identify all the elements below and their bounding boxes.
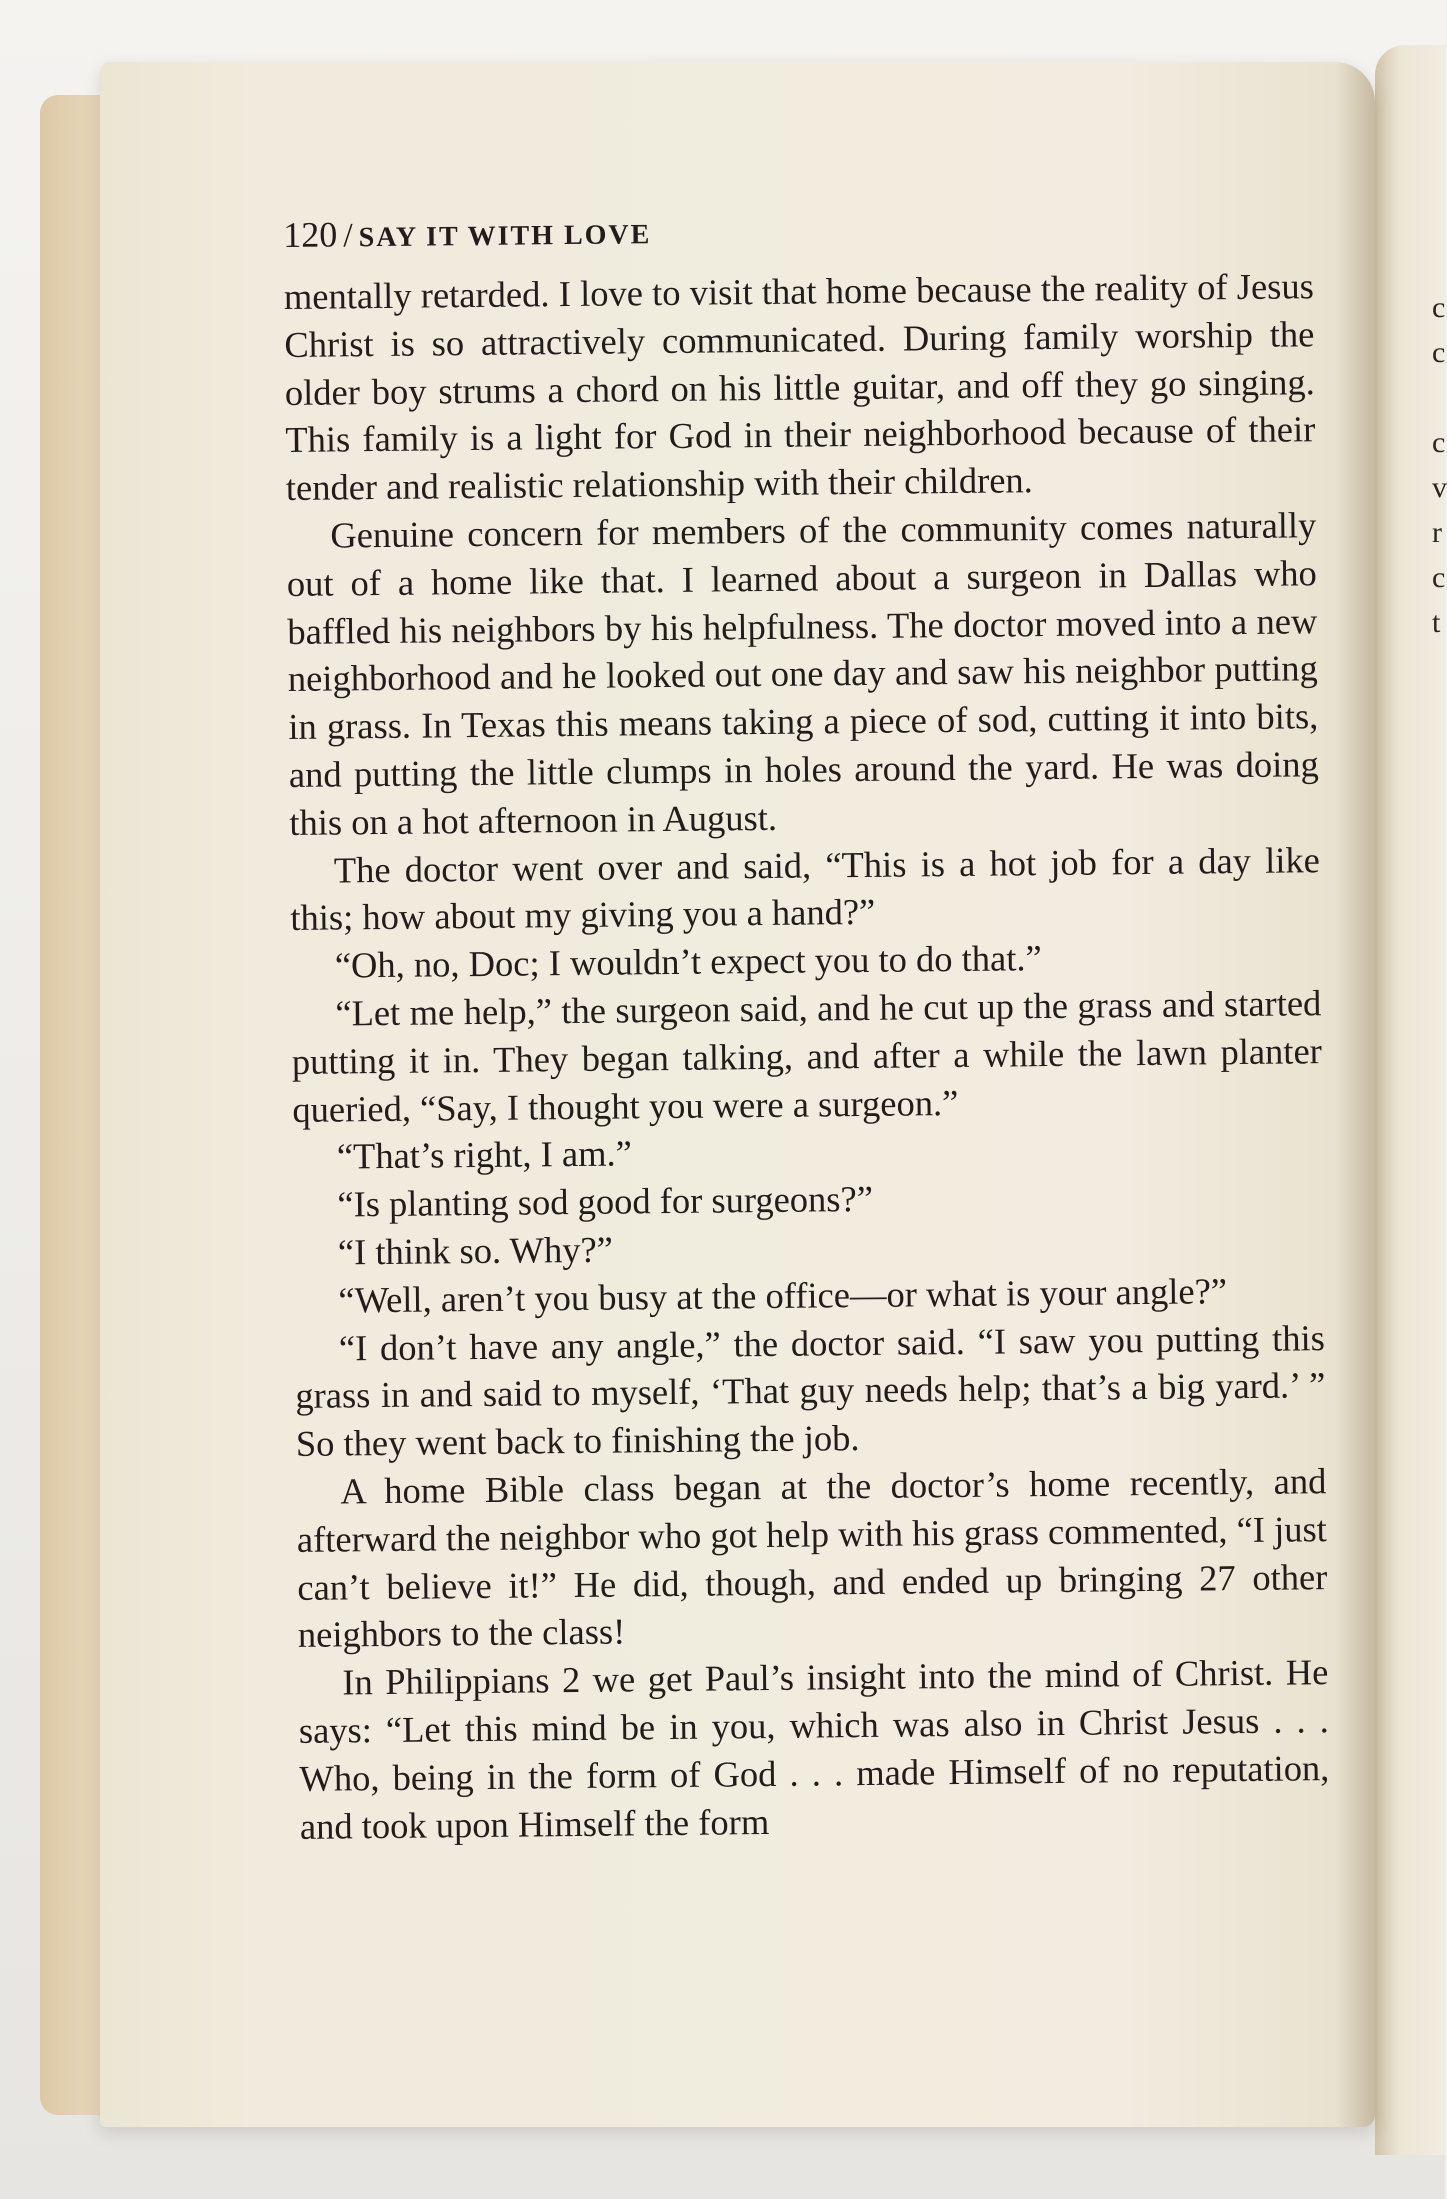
paragraph: mentally retarded. I love to visit that home because the reality of Jesus Christ is so attractively communicated. During family worship the older boy strums a chord on his little guitar, and off they go singing. This family is a light for God in their neighborhood because of their tender and realistic relationship with their children. (283, 265, 1316, 509)
facing-page-fragment: c (1432, 561, 1446, 594)
gutter-shadow (1335, 62, 1375, 2127)
page-text-block (283, 204, 1330, 1850)
facing-page-fragment: r (1432, 516, 1442, 549)
paragraph: A home Bible class began at the doctor’s home recently, and afterward the neighbor who got help with his grass commented, “I just can’t believe it!” He did, though, and ended up bringing 27 other neighbors to the class! (296, 1460, 1328, 1656)
facing-page-fragment: v (1432, 471, 1447, 504)
facing-page-fragment: c (1432, 336, 1446, 369)
facing-page-fragment: t (1432, 606, 1441, 639)
running-head-separator: / (343, 217, 353, 255)
paragraph: “I don’t have any angle,” the doctor said. “I saw you putting this grass in and said to myself, ‘That guy needs help; that’s a big yard.’ ” So they went back to finishing the job. (295, 1316, 1326, 1465)
paragraph: Genuine concern for members of the community comes naturally out of a home like that. I learned about a surgeon in Dallas who baffled his neighbors by his helpfulness. The doctor moved into a new neighborhood and he looked out one day and saw his neighbor putting in grass. In Texas this means taking a piece of sod, cutting it into bits, and putting the little clumps in holes around the yard. He was doing this on a hot afternoon in August. (286, 504, 1320, 843)
paragraph: “Is planting sod good for surgeons?” (337, 1178, 874, 1225)
facing-page-fragment (1432, 375, 1445, 420)
facing-page-fragment: c (1432, 291, 1446, 324)
body-text (284, 262, 1330, 1850)
paragraph: The doctor went over and said, “This is a hot job for a day like this; how about my giving you a hand?” (290, 838, 1321, 939)
paragraph: “Well, aren’t you busy at the office—or what is your angle?” (338, 1269, 1228, 1321)
paragraph: “That’s right, I am.” (336, 1132, 633, 1177)
facing-page-text-fragments (1432, 285, 1445, 645)
paragraph: In Philippians 2 we get Paul’s insight into the mind of Christ. He says: “Let this mind be in you, which was also in Christ Jesus . . . Who, being in the form of God . . . made Himself of no reputation, and took upon Himself the form (298, 1651, 1330, 1847)
page-number: 120 (283, 214, 338, 255)
running-head (283, 204, 1313, 259)
paragraph: “Oh, no, Doc; I wouldn’t expect you to do that.” (334, 937, 1042, 986)
facing-page-fragment: c (1432, 426, 1446, 459)
paragraph: “I think so. Why?” (337, 1228, 614, 1273)
book-title: SAY IT WITH LOVE (358, 219, 652, 254)
paragraph: “Let me help,” the surgeon said, and he cut up the grass and started putting it in. They began talking, and after a while the lawn planter queried, “Say, I thought you were a surgeon.” (291, 982, 1323, 1130)
